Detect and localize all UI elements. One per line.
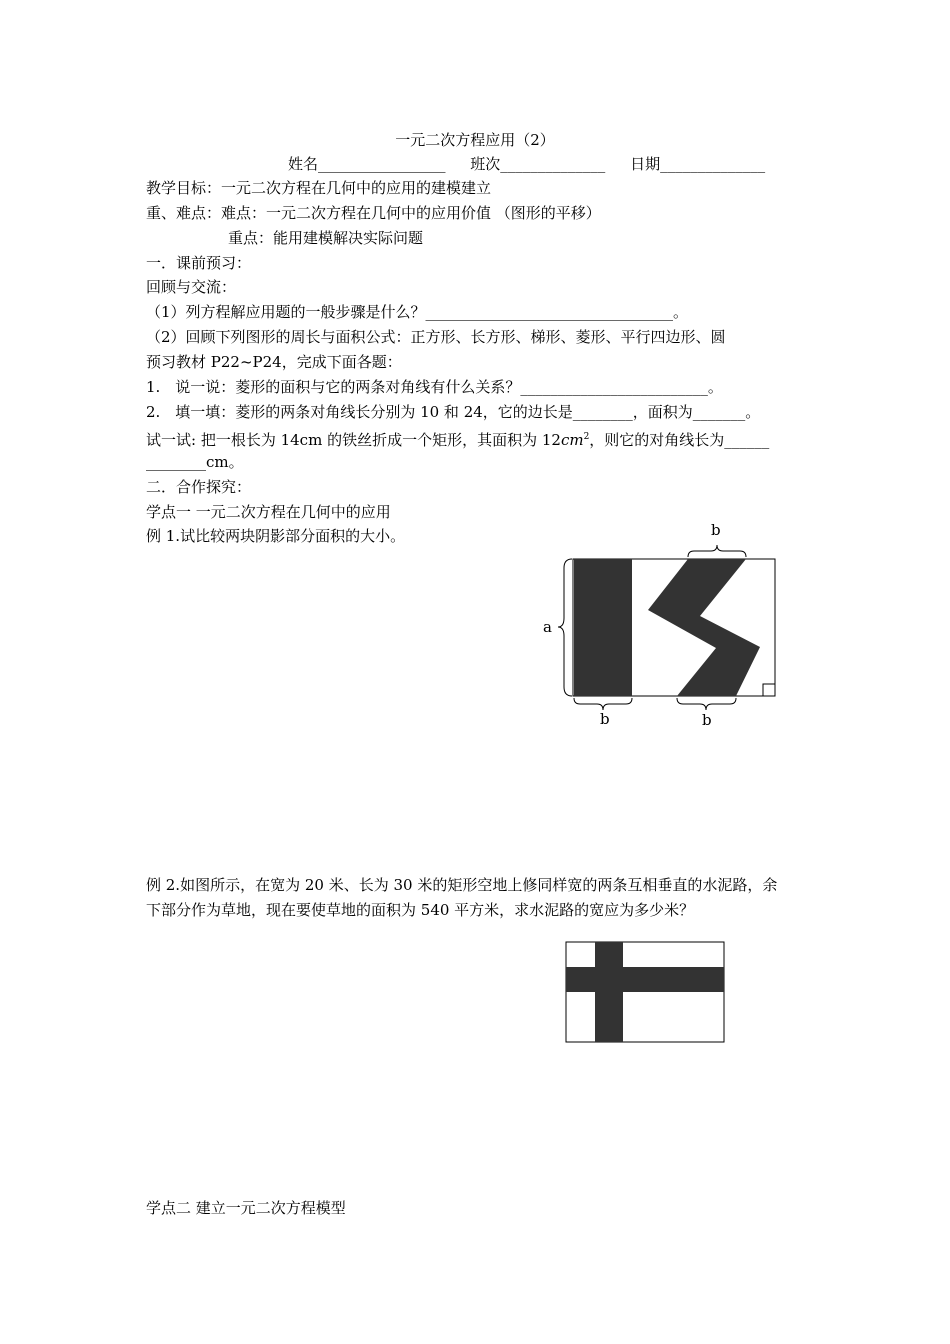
class-field[interactable]: 班次______________: [470, 155, 606, 173]
brace-top: [688, 545, 746, 557]
figure-cement-roads: [564, 940, 728, 1046]
label-b-left: b: [600, 710, 610, 728]
try-text-b: ，则它的对角线长为______: [589, 431, 770, 449]
figure-shaded-areas: [530, 510, 790, 735]
example-2-line-1: 例 2.如图所示，在宽为 20 米、长为 30 米的矩形空地上修同样宽的两条互相垂直的水泥路，余: [146, 876, 778, 894]
section-heading-explore: 二．合作探究：: [146, 478, 252, 496]
date-field[interactable]: 日期______________: [630, 155, 766, 173]
label-b-right: b: [702, 711, 712, 729]
unit-exponent: 2: [583, 432, 590, 442]
try-problem: [146, 427, 769, 450]
study-point-1: 学点一 一元二次方程在几何中的应用: [146, 503, 391, 521]
brace-bottom-left: [574, 698, 632, 710]
study-point-2: 学点二 建立一元二次方程模型: [146, 1199, 346, 1217]
try-problem-cont: ________cm。: [146, 453, 244, 471]
horizontal-road: [566, 967, 724, 992]
key-focus: 重点：能用建模解决实际问题: [228, 229, 424, 247]
question-2: （2）回顾下列图形的周长与面积公式：正方形、长方形、梯形、菱形、平行四边形、圆: [146, 328, 726, 346]
example-1: 例 1.试比较两块阴影部分面积的大小。: [146, 527, 406, 545]
preview-item-2: 2. 填一填：菱形的两条对角线长分别为 10 和 24，它的边长是________，面积为_______。: [146, 403, 761, 421]
name-field[interactable]: 姓名_________________: [288, 155, 446, 173]
shaded-rectangle: [574, 559, 632, 696]
preview-item-1: 1. 说一说：菱形的面积与它的两条对角线有什么关系？_________________________。: [146, 378, 723, 396]
example-2-line-2: 下部分作为草地，现在要使草地的面积为 540 平方米，求水泥路的宽应为多少米？: [146, 901, 695, 919]
page-title: 一元二次方程应用（2）: [395, 131, 555, 149]
vertical-road: [595, 942, 623, 1042]
label-a: a: [543, 618, 552, 636]
try-text-a: 试一试: 把一根长为 14cm 的铁丝折成一个矩形，其面积为 12: [146, 431, 561, 449]
label-b-top: b: [711, 521, 721, 539]
brace-bottom-right: [677, 698, 736, 710]
unit-cm: cm: [560, 431, 584, 449]
section-heading-preview: 一．课前预习：: [146, 254, 252, 272]
teaching-goal: 教学目标：一元二次方程在几何中的应用的建模建立: [146, 179, 492, 197]
question-1: （1）列方程解应用题的一般步骤是什么？_________________________________。: [146, 303, 689, 321]
key-difficulty: 重、难点：难点：一元二次方程在几何中的应用价值 （图形的平移）: [146, 204, 601, 222]
review-heading: 回顾与交流：: [146, 278, 237, 296]
preview-instruction: 预习教材 P22~P24，完成下面各题：: [146, 353, 402, 371]
brace-left: [558, 559, 572, 696]
student-info: [288, 154, 785, 174]
